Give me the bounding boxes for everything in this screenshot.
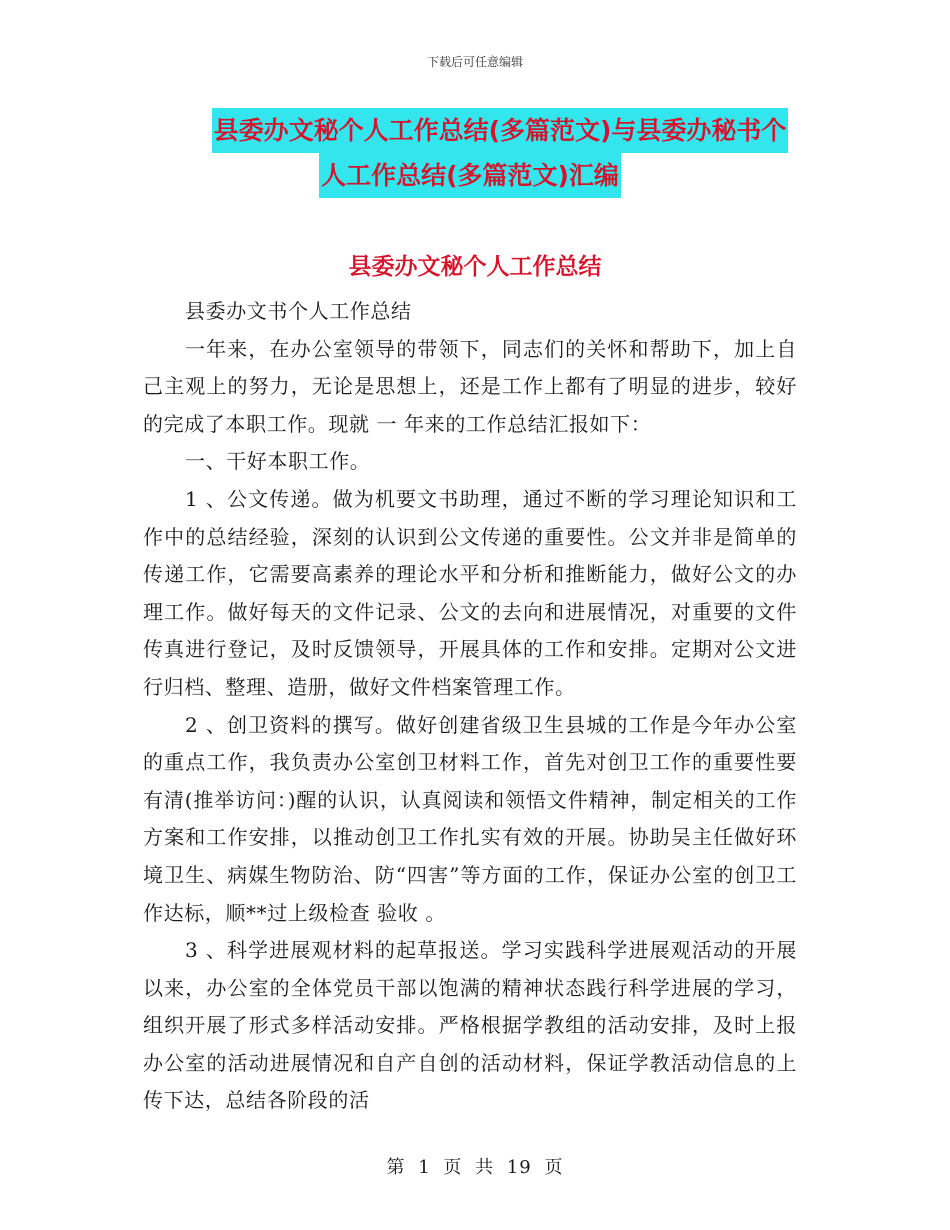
paragraph: 1 、公文传递。做为机要文书助理，通过不断的学习理论知识和工作中的总结经验，深刻的认识到公文传递的重要性。公文并非是简单的传递工作，它需要高素养的理论水平和分析和推断能力，做好公文的办理工作。做好每天的文件记录、公文的去向和进展情况，对重要的文件传真进行登记，及时反馈领导，开展具体的工作和安排。定期对公文进行归档、整理、造册，做好文件档案管理工作。 (143, 486, 797, 699)
page-number: 第 1 页 共 19 页 (386, 1157, 564, 1178)
document-body (143, 293, 797, 1120)
paragraph: 3 、科学进展观材料的起草报送。学习实践科学进展观活动的开展以来，办公室的全体党员干部以饱满的精神状态践行科学进展的学习，组织开展了形式多样活动安排。严格根据学教组的活动安排，及时上报办公室的活动进展情况和自产自创的活动材料，保证学教活动信息的上传下达，总结各阶段的活 (143, 938, 797, 1113)
document-title (0, 108, 950, 198)
paragraph: 一、干好本职工作。 (185, 449, 371, 474)
document-title-line-2: 人工作总结(多篇范文)汇编 (319, 153, 621, 198)
header-note: 下载后可任意编辑 (426, 55, 523, 69)
document-title-line-1: 县委办文秘个人工作总结(多篇范文)与县委办秘书个 (212, 108, 789, 153)
paragraph: 一年来，在办公室领导的带领下，同志们的关怀和帮助下，加上自己主观上的努力，无论是思想上，还是工作上都有了明显的进步，较好的完成了本职工作。现就 一 年来的工作总结汇报如下： (143, 336, 797, 436)
paragraph: 2 、创卫资料的撰写。做好创建省级卫生县城的工作是今年办公室的重点工作，我负责办公室创卫材料工作，首先对创卫工作的重要性要有清(推举访问：)醒的认识，认真阅读和领悟文件精神，制定相关的工作方案和工作安排，以推动创卫工作扎实有效的开展。协助吴主任做好环境卫生、病媒生物防治、防“四害”等方面的工作，保证办公室的创卫工作达标，顺**过上级检查 验收 。 (143, 712, 797, 925)
paragraph: 县委办文书个人工作总结 (185, 299, 412, 323)
section-title: 县委办文秘个人工作总结 (348, 254, 602, 280)
